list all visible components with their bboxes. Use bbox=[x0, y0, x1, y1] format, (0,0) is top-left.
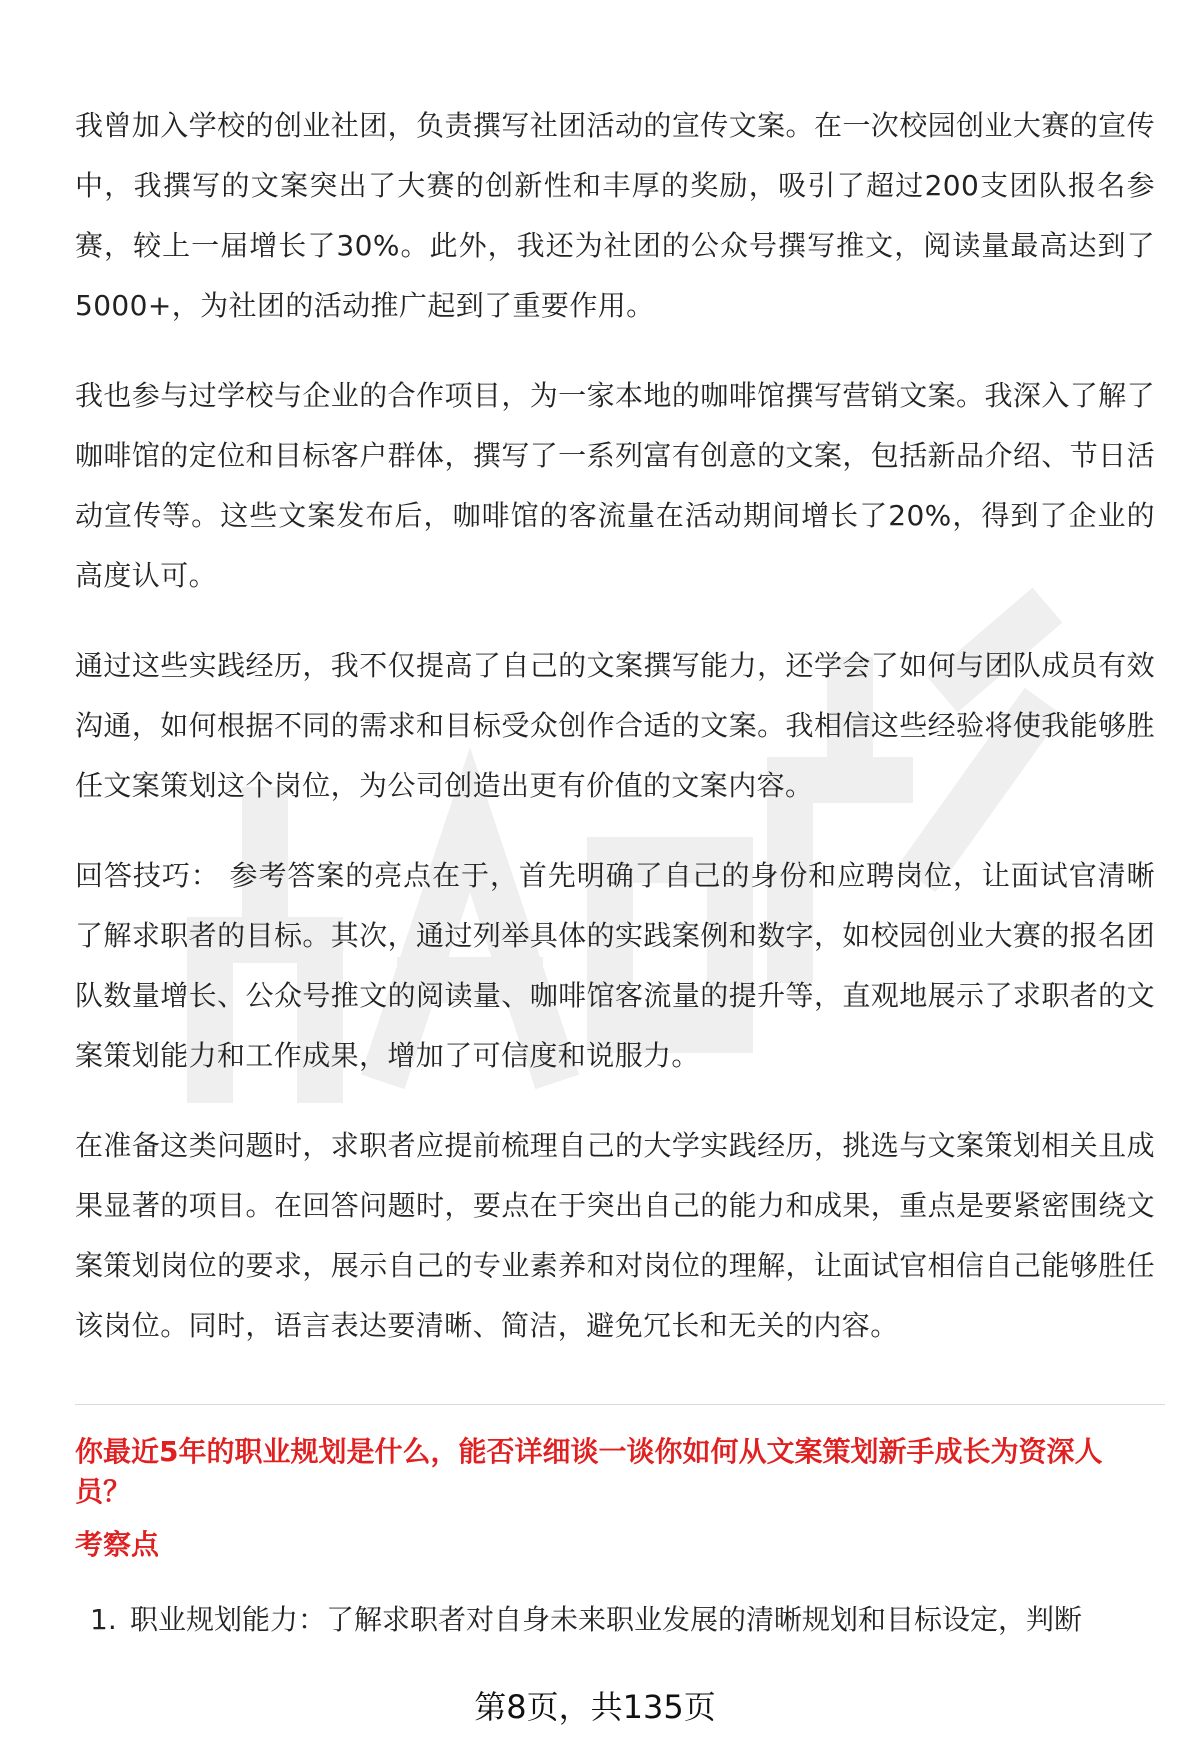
question-heading: 你最近5年的职业规划是什么，能否详细谈一谈你如何从文案策划新手成长为资深人员？ bbox=[75, 1435, 1103, 1508]
page-number: 第8页，共135页 bbox=[474, 1688, 716, 1726]
list-item-number: 1. bbox=[90, 1603, 117, 1636]
paragraph: 在准备这类问题时，求职者应提前梳理自己的大学实践经历，挑选与文案策划相关且成果显著的项目。在回答问题时，要点在于突出自己的能力和成果，重点是要紧密围绕文案策划岗位的要求，展示自己的专业素养和对岗位的理解，让面试官相信自己能够胜任该岗位。同时，语言表达要清晰、简洁，避免冗长和无关的内容。 bbox=[75, 1129, 1155, 1342]
paragraph: 我曾加入学校的创业社团，负责撰写社团活动的宣传文案。在一次校园创业大赛的宣传中，我撰写的文案突出了大赛的创新性和丰厚的奖励，吸引了超过200支团队报名参赛，较上一届增长了30%。此外，我还为社团的公众号撰写推文，阅读量最高达到了5000+，为社团的活动推广起到了重要作用。 bbox=[75, 109, 1155, 322]
paragraph: 回答技巧： 参考答案的亮点在于，首先明确了自己的身份和应聘岗位，让面试官清晰了解求职者的目标。其次，通过列举具体的实践案例和数字，如校园创业大赛的报名团队数量增长、公众号推文的阅读量、咖啡馆客流量的提升等，直观地展示了求职者的文案策划能力和工作成果，增加了可信度和说服力。 bbox=[75, 859, 1155, 1072]
paragraph: 通过这些实践经历，我不仅提高了自己的文案撰写能力，还学会了如何与团队成员有效沟通，如何根据不同的需求和目标受众创作合适的文案。我相信这些经验将使我能够胜任文案策划这个岗位，为公司创造出更有价值的文案内容。 bbox=[75, 649, 1155, 802]
section-label: 考察点 bbox=[75, 1528, 160, 1561]
paragraph: 我也参与过学校与企业的合作项目，为一家本地的咖啡馆撰写营销文案。我深入了解了咖啡馆的定位和目标客户群体，撰写了一系列富有创意的文案，包括新品介绍、节日活动宣传等。这些文案发布后，咖啡馆的客流量在活动期间增长了20%，得到了企业的高度认可。 bbox=[75, 379, 1155, 592]
list-item-text: 职业规划能力：了解求职者对自身未来职业发展的清晰规划和目标设定，判断 bbox=[130, 1603, 1083, 1636]
list-item bbox=[90, 1600, 1160, 1640]
section-divider bbox=[75, 1404, 1165, 1405]
answer-body bbox=[75, 96, 1155, 1356]
